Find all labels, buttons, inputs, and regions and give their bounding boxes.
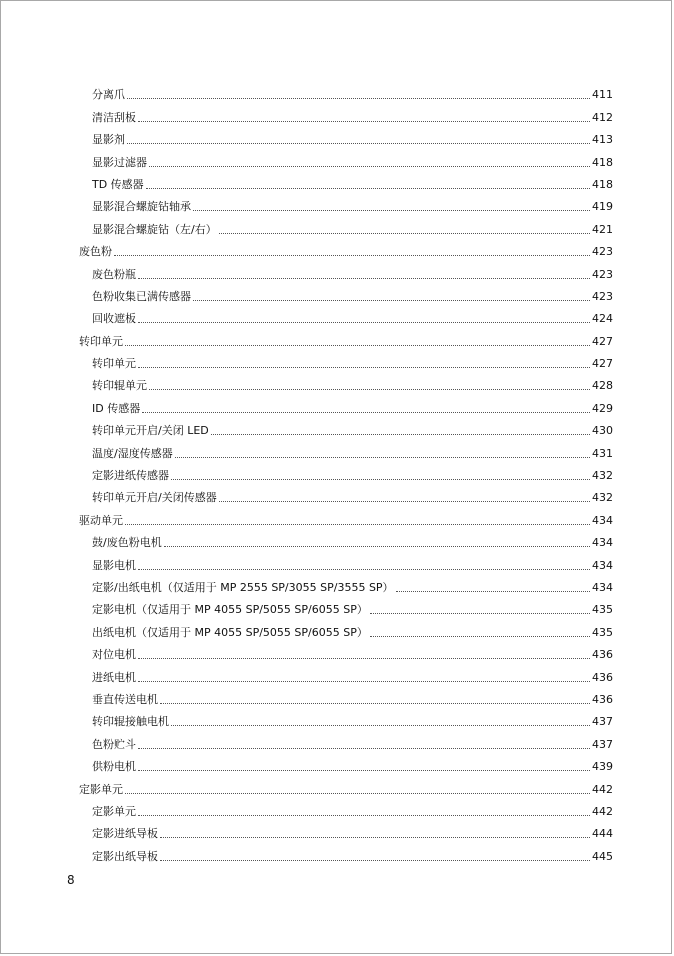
toc-entry-page-number: 436 — [592, 670, 613, 684]
toc-entry-label: 显影电机 — [92, 558, 136, 572]
toc-entry-label: 转印单元 — [92, 357, 136, 371]
toc-entry[interactable] — [79, 214, 613, 236]
toc-entry-label: 定影单元 — [79, 782, 123, 796]
toc-entry-label: 驱动单元 — [79, 513, 123, 527]
toc-entry[interactable] — [79, 393, 613, 415]
dot-leader — [142, 411, 590, 413]
dot-leader — [138, 769, 590, 771]
toc-entry[interactable] — [79, 438, 613, 460]
toc-entry[interactable] — [79, 259, 613, 281]
toc-entry-page-number: 431 — [592, 446, 613, 460]
toc-entry-label: 显影混合螺旋钻轴承 — [92, 200, 191, 214]
toc-entry-page-number: 411 — [592, 88, 613, 102]
toc-entry-label: 分离爪 — [92, 88, 125, 102]
toc-entry-label: 显影混合螺旋钻（左/右） — [92, 222, 217, 236]
toc-entry[interactable] — [79, 617, 613, 639]
toc-section-entry[interactable] — [79, 774, 613, 796]
toc-entry-page-number: 434 — [592, 580, 613, 594]
dot-leader — [125, 344, 590, 346]
toc-entry-page-number: 432 — [592, 491, 613, 505]
dot-leader — [138, 366, 590, 368]
toc-entry-page-number: 445 — [592, 849, 613, 863]
toc-entry-label: 转印辊单元 — [92, 379, 147, 393]
toc-entry-label: 定影单元 — [92, 804, 136, 818]
toc-section-entry[interactable] — [79, 505, 613, 527]
toc-entry[interactable] — [79, 483, 613, 505]
toc-entry-label: 进纸电机 — [92, 670, 136, 684]
toc-entry-page-number: 423 — [592, 245, 613, 259]
dot-leader — [396, 590, 590, 592]
dot-leader — [138, 747, 590, 749]
dot-leader — [160, 859, 590, 861]
toc-entry[interactable] — [79, 595, 613, 617]
toc-entry[interactable] — [79, 170, 613, 192]
toc-entry-label: 色粉贮斗 — [92, 737, 136, 751]
toc-entry-page-number: 434 — [592, 536, 613, 550]
toc-section-entry[interactable] — [79, 326, 613, 348]
toc-entry-label: 转印单元开启/关闭 LED — [92, 424, 209, 438]
dot-leader — [138, 657, 590, 659]
dot-leader — [114, 254, 590, 256]
toc-entry-page-number: 436 — [592, 648, 613, 662]
toc-entry-page-number: 430 — [592, 424, 613, 438]
toc-entry[interactable] — [79, 573, 613, 595]
toc-entry[interactable] — [79, 80, 613, 102]
dot-leader — [219, 232, 590, 234]
toc-entry-label: 供粉电机 — [92, 760, 136, 774]
toc-entry-page-number: 437 — [592, 737, 613, 751]
dot-leader — [175, 456, 590, 458]
toc-entry[interactable] — [79, 729, 613, 751]
toc-entry-page-number: 435 — [592, 603, 613, 617]
dot-leader — [146, 187, 590, 189]
toc-entry[interactable] — [79, 797, 613, 819]
toc-entry-label: TD 传感器 — [92, 177, 144, 191]
dot-leader — [138, 120, 590, 122]
toc-entry-page-number: 412 — [592, 110, 613, 124]
toc-entry-page-number: 419 — [592, 200, 613, 214]
toc-entry-label: 转印辊接触电机 — [92, 715, 169, 729]
dot-leader — [193, 299, 590, 301]
toc-entry-page-number: 418 — [592, 155, 613, 169]
dot-leader — [171, 478, 590, 480]
toc-entry-label: 废色粉 — [79, 245, 112, 259]
toc-entry-label: 定影进纸导板 — [92, 827, 158, 841]
toc-entry[interactable] — [79, 125, 613, 147]
toc-entry[interactable] — [79, 707, 613, 729]
toc-entry-page-number: 428 — [592, 379, 613, 393]
toc-entry-page-number: 442 — [592, 804, 613, 818]
toc-entry-label: 清洁刮板 — [92, 110, 136, 124]
toc-entry-page-number: 435 — [592, 625, 613, 639]
toc-entry[interactable] — [79, 371, 613, 393]
toc-entry-page-number: 427 — [592, 334, 613, 348]
toc-entry-label: 定影电机（仅适用于 MP 4055 SP/5055 SP/6055 SP） — [92, 603, 368, 617]
toc-entry-page-number: 434 — [592, 513, 613, 527]
dot-leader — [219, 500, 590, 502]
toc-entry-label: 显影剂 — [92, 133, 125, 147]
dot-leader — [138, 680, 590, 682]
toc-entry[interactable] — [79, 819, 613, 841]
toc-entry[interactable] — [79, 192, 613, 214]
toc-entry[interactable] — [79, 640, 613, 662]
toc-entry-label: 定影/出纸电机（仅适用于 MP 2555 SP/3055 SP/3555 SP） — [92, 580, 394, 594]
toc-entry[interactable] — [79, 662, 613, 684]
page-number: 8 — [67, 873, 75, 887]
dot-leader — [171, 724, 590, 726]
toc-entry-page-number: 432 — [592, 469, 613, 483]
toc-entry[interactable] — [79, 282, 613, 304]
dot-leader — [164, 545, 590, 547]
toc-entry[interactable] — [79, 304, 613, 326]
toc-entry-page-number: 436 — [592, 692, 613, 706]
toc-entry-label: 显影过滤器 — [92, 155, 147, 169]
dot-leader — [160, 702, 590, 704]
dot-leader — [127, 142, 590, 144]
dot-leader — [370, 612, 590, 614]
dot-leader — [138, 277, 590, 279]
toc-entry-label: 出纸电机（仅适用于 MP 4055 SP/5055 SP/6055 SP） — [92, 625, 368, 639]
dot-leader — [138, 321, 590, 323]
toc-entry-label: 色粉收集已满传感器 — [92, 289, 191, 303]
dot-leader — [149, 165, 590, 167]
toc-entry-label: 温度/湿度传感器 — [92, 446, 173, 460]
dot-leader — [127, 97, 590, 99]
toc-entry-page-number: 413 — [592, 133, 613, 147]
toc-entry-page-number: 424 — [592, 312, 613, 326]
toc-entry-page-number: 434 — [592, 558, 613, 572]
dot-leader — [160, 836, 590, 838]
toc-entry-page-number: 437 — [592, 715, 613, 729]
table-of-contents — [79, 80, 613, 864]
toc-entry[interactable] — [79, 685, 613, 707]
dot-leader — [125, 523, 590, 525]
toc-entry-label: 鼓/废色粉电机 — [92, 536, 162, 550]
toc-entry-label: 垂直传送电机 — [92, 692, 158, 706]
toc-entry[interactable] — [79, 461, 613, 483]
dot-leader — [211, 433, 590, 435]
toc-entry-page-number: 423 — [592, 267, 613, 281]
dot-leader — [138, 814, 590, 816]
toc-entry[interactable] — [79, 147, 613, 169]
dot-leader — [193, 209, 590, 211]
toc-entry-label: 转印单元开启/关闭传感器 — [92, 491, 217, 505]
dot-leader — [370, 635, 590, 637]
toc-entry[interactable] — [79, 416, 613, 438]
toc-entry-page-number: 439 — [592, 760, 613, 774]
toc-entry[interactable] — [79, 841, 613, 863]
toc-entry-page-number: 442 — [592, 782, 613, 796]
toc-entry[interactable] — [79, 102, 613, 124]
toc-entry-page-number: 421 — [592, 222, 613, 236]
toc-entry-label: 回收遮板 — [92, 312, 136, 326]
dot-leader — [125, 792, 590, 794]
toc-entry-label: 转印单元 — [79, 334, 123, 348]
dot-leader — [149, 388, 590, 390]
toc-entry-label: 对位电机 — [92, 648, 136, 662]
toc-entry-page-number: 429 — [592, 401, 613, 415]
toc-entry-label: 废色粉瓶 — [92, 267, 136, 281]
toc-entry-label: ID 传感器 — [92, 401, 141, 415]
toc-entry[interactable] — [79, 349, 613, 371]
toc-entry-label: 定影出纸导板 — [92, 849, 158, 863]
toc-entry-label: 定影进纸传感器 — [92, 469, 169, 483]
toc-entry[interactable] — [79, 752, 613, 774]
toc-entry-page-number: 427 — [592, 357, 613, 371]
toc-entry-page-number: 444 — [592, 827, 613, 841]
toc-entry[interactable] — [79, 528, 613, 550]
dot-leader — [138, 568, 590, 570]
toc-entry-page-number: 418 — [592, 177, 613, 191]
toc-section-entry[interactable] — [79, 237, 613, 259]
toc-entry-page-number: 423 — [592, 289, 613, 303]
toc-entry[interactable] — [79, 550, 613, 572]
